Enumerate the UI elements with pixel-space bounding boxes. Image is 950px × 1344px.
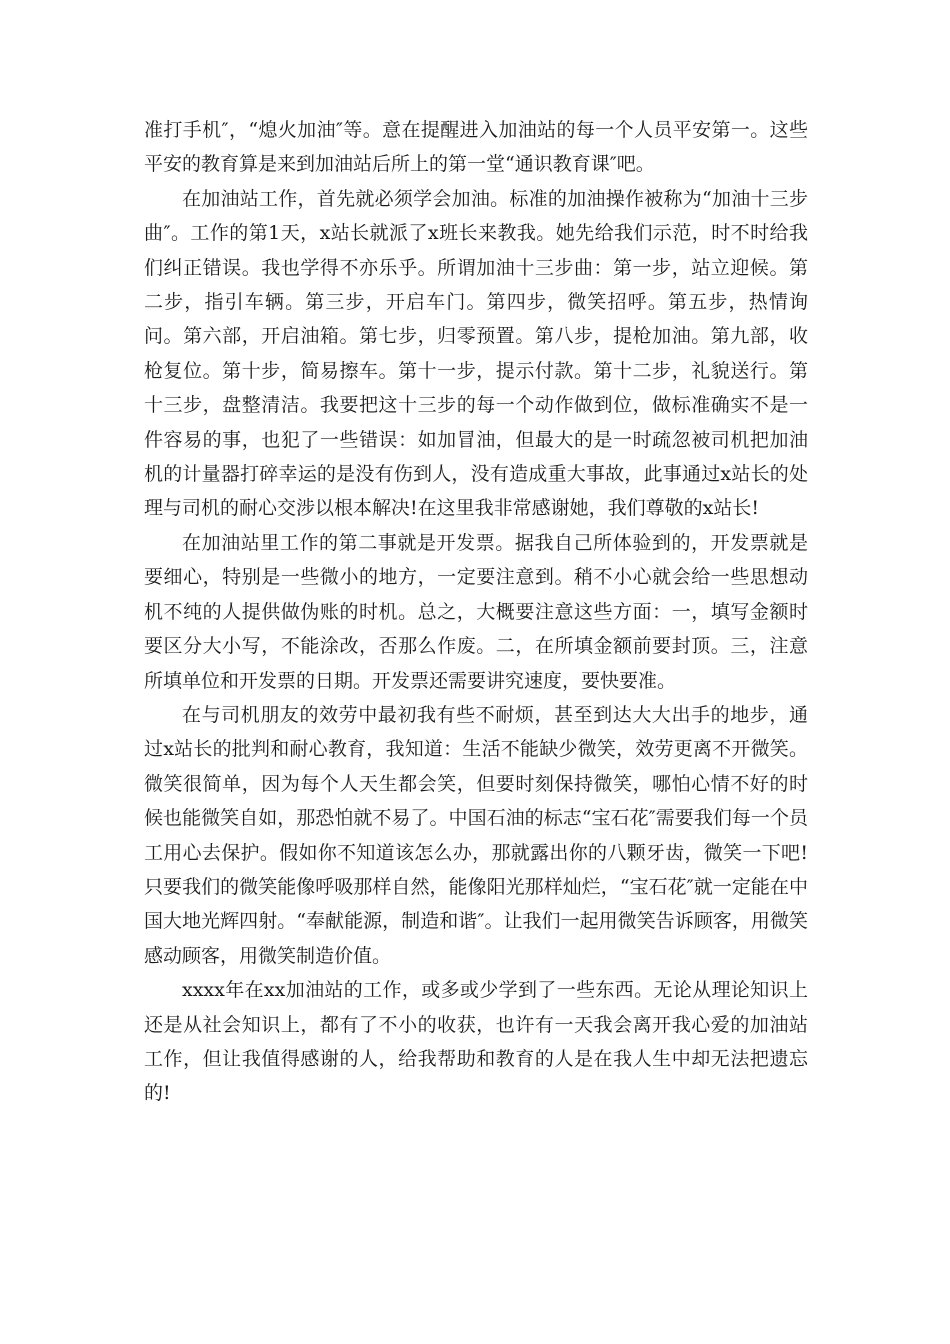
document-body (144, 113, 808, 1111)
paragraph-5: xxxx年在xx加油站的工作，或多或少学到了一些东西。无论从理论知识上还是从社会知识上，都有了不小的收获，也许有一天我会离开我心爱的加油站工作，但让我值得感谢的人，给我帮助和教育的人是在我人生中却无法把遗忘的! (144, 979, 808, 1105)
paragraph-3: 在加油站里工作的第二事就是开发票。据我自己所体验到的，开发票就是要细心，特别是一些微小的地方，一定要注意到。稍不小心就会给一些思想动机不纯的人提供做伪账的时机。总之，大概要注意这些方面：一，填写金额时要区分大小写，不能涂改，否那么作废。二，在所填金额前要封顶。三，注意所填单位和开发票的日期。开发票还需要讲究速度，要快要准。 (144, 531, 808, 692)
paragraph-2: 在加油站工作，首先就必须学会加油。标准的加油操作被称为“加油十三步曲″。工作的第1天，x站长就派了x班长来教我。她先给我们示范，时不时给我们纠正错误。我也学得不亦乐乎。所谓加油十三步曲：第一步，站立迎候。第二步，指引车辆。第三步，开启车门。第四步，微笑招呼。第五步，热情询问。第六部，开启油箱。第七步，归零预置。第八步，提枪加油。第九部，收枪复位。第十步，简易擦车。第十一步，提示付款。第十二步，礼貌送行。第十三步，盘整清洁。我要把这十三步的每一个动作做到位，做标准确实不是一件容易的事，也犯了一些错误：如加冒油，但最大的是一时疏忽被司机把加油机的计量器打碎幸运的是没有伤到人，没有造成重大事故，此事通过x站长的处理与司机的耐心交涉以根本解决!在这里我非常感谢她，我们尊敬的x站长! (144, 187, 808, 520)
paragraph-1: 准打手机″，“熄火加油″等。意在提醒进入加油站的每一个人员平安第一。这些平安的教育算是来到加油站后所上的第一堂“通识教育课″吧。 (144, 119, 808, 176)
paragraph-4: 在与司机朋友的效劳中最初我有些不耐烦，甚至到达大大出手的地步，通过x站长的批判和耐心教育，我知道：生活不能缺少微笑，效劳更离不开微笑。微笑很简单，因为每个人天生都会笑，但要时刻保持微笑，哪怕心情不好的时候也能微笑自如，那恐怕就不易了。中国石油的标志“宝石花″需要我们每一个员工用心去保护。假如你不知道该怎么办，那就露出你的八颗牙齿，微笑一下吧!只要我们的微笑能像呼吸那样自然，能像阳光那样灿烂，“宝石花″就一定能在中国大地光辉四射。“奉献能源，制造和谐″。让我们一起用微笑告诉顾客，用微笑感动顾客，用微笑制造价值。 (144, 703, 808, 967)
